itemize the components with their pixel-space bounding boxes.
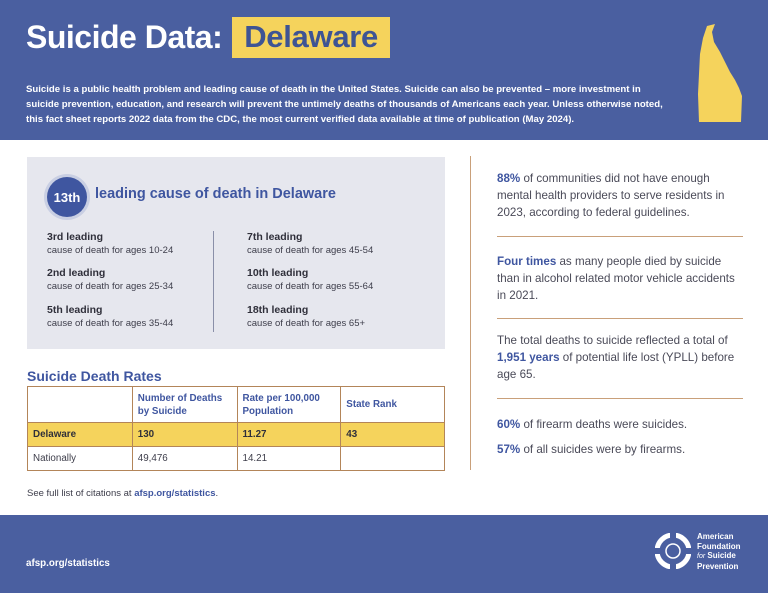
- stat-highlight: Four times: [497, 255, 557, 268]
- stat-text: of firearm deaths were suicides.: [520, 418, 688, 431]
- stat-text: of communities did not have enough mental health providers to serve residents in 2023, according to federal guidelines.: [497, 172, 725, 219]
- leading-item-subtitle: cause of death for ages 35-44: [47, 318, 174, 329]
- stat-firearm-deaths: [497, 416, 745, 433]
- leading-item: [247, 230, 427, 258]
- table-cell: Nationally: [28, 447, 133, 471]
- table-cell: [341, 447, 445, 471]
- rates-table: [27, 386, 445, 471]
- leading-item: [247, 266, 427, 294]
- table-cell: 130: [132, 423, 237, 447]
- leading-item-title: 18th leading: [247, 304, 309, 316]
- leading-item-title: 3rd leading: [47, 231, 104, 243]
- title-row: [26, 17, 390, 58]
- leading-cause-panel: [27, 157, 445, 349]
- stat-text: of all suicides were by firearms.: [520, 443, 686, 456]
- delaware-map-icon: [693, 24, 743, 124]
- stat-firearm-suicides: [497, 441, 745, 458]
- table-cell: 14.21: [237, 447, 341, 471]
- table-cell: 43: [341, 423, 445, 447]
- citation-prefix: See full list of citations at: [27, 488, 135, 499]
- header-banner: [0, 0, 768, 140]
- table-header-cell: [28, 387, 133, 423]
- citation-link[interactable]: afsp.org/statistics: [134, 488, 216, 499]
- table-cell: 11.27: [237, 423, 341, 447]
- stat-highlight: 1,951 years: [497, 351, 560, 364]
- leading-item: [47, 266, 227, 294]
- table-row: [28, 447, 445, 471]
- stat-providers: [497, 170, 745, 221]
- citation-note: [27, 488, 218, 499]
- footer-banner: [0, 515, 768, 593]
- stat-ypll: [497, 332, 745, 383]
- stat-four-times: [497, 253, 745, 304]
- stat-highlight: 88%: [497, 172, 521, 185]
- leading-item-title: 10th leading: [247, 267, 309, 279]
- leading-item-subtitle: cause of death for ages 10-24: [47, 245, 174, 256]
- leading-item-title: 7th leading: [247, 231, 303, 243]
- stat-divider: [497, 318, 743, 319]
- org-name-line: Prevention: [697, 561, 739, 571]
- org-name-word: Suicide: [707, 551, 736, 560]
- org-name-line: [697, 551, 757, 562]
- rank-badge: 13th: [47, 177, 87, 217]
- page-title: Suicide Data:: [26, 19, 223, 55]
- stat-text: of potential life lost (YPLL) before age 65.: [497, 351, 735, 381]
- org-name-line: American: [697, 532, 734, 541]
- leading-item: [47, 303, 227, 331]
- stat-highlight: 60%: [497, 418, 521, 431]
- leading-item-subtitle: cause of death for ages 65+: [247, 318, 366, 329]
- leading-item: [47, 230, 227, 258]
- leading-item-subtitle: cause of death for ages 45-54: [247, 245, 374, 256]
- leading-item-subtitle: cause of death for ages 55-64: [247, 281, 374, 292]
- table-header-cell: Number of Deaths by Suicide: [132, 387, 237, 423]
- stat-divider: [497, 398, 743, 399]
- stat-divider: [497, 236, 743, 237]
- table-cell: 49,476: [132, 447, 237, 471]
- table-header-cell: State Rank: [341, 387, 445, 423]
- leading-item-title: 5th leading: [47, 304, 103, 316]
- footer-url[interactable]: afsp.org/statistics: [26, 558, 110, 569]
- stat-highlight: 57%: [497, 443, 521, 456]
- table-cell: Delaware: [28, 423, 133, 447]
- state-name-badge: Delaware: [232, 17, 390, 58]
- leading-cause-heading: leading cause of death in Delaware: [95, 186, 336, 202]
- citation-suffix: .: [215, 488, 219, 499]
- org-name-for: for: [697, 553, 706, 560]
- column-divider: [470, 156, 471, 470]
- life-ring-icon: [655, 533, 691, 569]
- rates-title: Suicide Death Rates: [27, 368, 162, 384]
- org-name-line: Foundation: [697, 541, 741, 551]
- leading-item-subtitle: cause of death for ages 25-34: [47, 281, 174, 292]
- leading-item: [247, 303, 427, 331]
- stat-text: The total deaths to suicide reflected a total of: [497, 334, 728, 347]
- intro-paragraph: Suicide is a public health problem and leading cause of death in the United States. Suicide can also be prevented – more investment in suicide prevention, education, and research will prevent the untimely deaths of thousands of Americans each year. Unless otherwise noted, this fact sheet reports 2022 data from the CDC, the most current verified data available at time of publication (May 2024).: [26, 84, 663, 125]
- table-header-cell: Rate per 100,000 Population: [237, 387, 341, 423]
- table-header-row: [28, 387, 445, 423]
- org-logo-text: [697, 532, 757, 571]
- stat-text: as many people died by suicide than in alcohol related motor vehicle accidents in 2021.: [497, 255, 735, 302]
- leading-item-title: 2nd leading: [47, 267, 106, 279]
- table-row: [28, 423, 445, 447]
